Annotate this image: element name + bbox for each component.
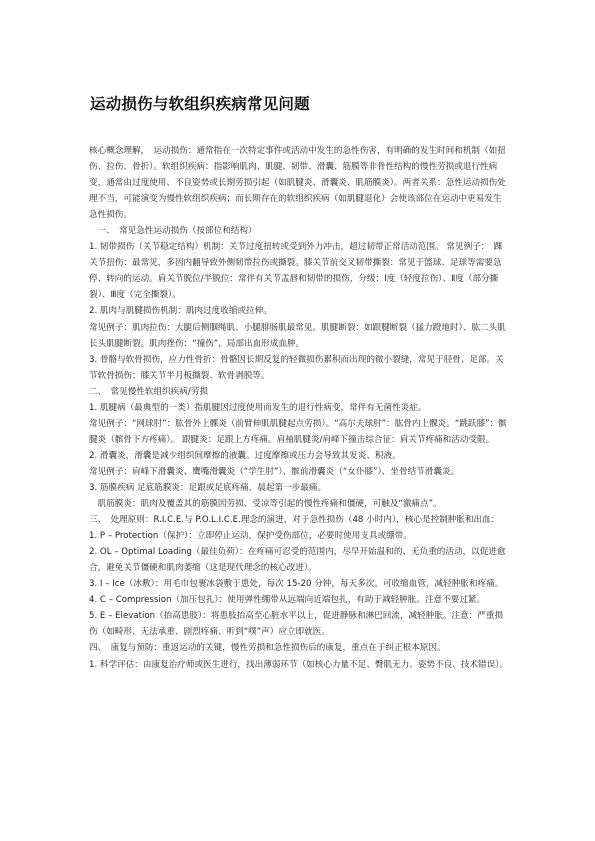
paragraph-myofascitis: 肌筋膜炎：肌肉及覆盖其的筋膜因劳损、受凉等引起的慢性疼痛和僵硬，可触及“激痛点”。 xyxy=(89,499,442,510)
section-heading-treatment-principles: 三、 处理原则：R.I.C.E.与 P.O.L.I.C.E.理念的演进，对于急性损伤（48 小时内），核心是控制肿胀和出血： xyxy=(89,515,500,526)
paragraph-ligament-injury: 1. 韧带损伤（关节稳定结构）机制：关节过度扭转或受到外力冲击，超过韧带正常活动范围。 常见例子： 踝关节扭伤：最常见，多因内翻导致外侧韧带拉伤或撕裂。膝关节前交叉韧带撕裂：常见于篮球、足球等需要急停、转向的运动。肩关节脱位/半脱位：常伴有关节盂唇和韧带的损伤，分级：Ⅰ度（轻度拉伤）、Ⅱ度（部分撕裂）、Ⅲ度（完全撕裂）。 xyxy=(89,242,503,301)
document-body xyxy=(89,143,509,673)
paragraph-ice: 3. I – Ice（冰敷）：用毛巾包裹冰袋敷于患处，每次 15-20 分钟，每天多次。可收缩血管，减轻肿胀和疼痛。 xyxy=(89,579,504,590)
paragraph-bone-cartilage: 3. 骨骼与软骨损伤，应力性骨折：骨骼因长期反复的轻微损伤累积而出现的微小裂缝，常见于胫骨、足部。关节软骨损伤：膝关节半月板撕裂、软骨剥脱等。 xyxy=(89,354,504,381)
document-title: 运动损伤与软组织疾病常见问题 xyxy=(90,95,310,113)
section-heading-acute-injuries: 一、 常见急性运动损伤（按部位和结构） xyxy=(89,226,257,237)
paragraph-tendinopathy: 1. 肌腱病（最典型的一类）指肌腱因过度使用而发生的退行性病变，常伴有无菌性炎症。 xyxy=(89,402,427,413)
paragraph-assessment: 1. 科学评估：由康复治疗师或医生进行，找出薄弱环节（如核心力量不足、臀肌无力、姿势不良、技术错误）。 xyxy=(89,659,509,670)
paragraph-fascia-disorders: 3. 筋膜疾病 足底筋膜炎：足跟或足底疼痛，晨起第一步最痛。 xyxy=(89,482,327,493)
paragraph-muscle-tendon-mechanism: 2. 肌肉与肌腱损伤机制：肌肉过度收缩或拉伸。 xyxy=(89,306,272,317)
section-heading-rehab-prevention: 四、 康复与预防：重返运动的关键，慢性劳损和急性损伤后的康复，重点在于纠正根本原因。 xyxy=(89,643,446,654)
paragraph-muscle-tendon-examples: 常见例子：肌肉拉伤：大腿后侧腘绳肌、小腿腓肠肌最常见。肌腱断裂：如跟腱断裂（猛力蹬地时）、肱二头肌长头肌腱断裂。肌肉挫伤：“撞伤”，局部出血形成血肿。 xyxy=(89,322,506,349)
paragraph-compression: 4. C – Compression（加压包扎）：使用弹性绷带从远端向近端包扎，有助于减轻肿胀。注意不要过紧。 xyxy=(89,595,486,606)
paragraph-tendinopathy-examples: 常见例子：“网球肘”：肱骨外上髁炎（前臂伸肌肌腱起点劳损）。“高尔夫球肘”：肱骨内上髁炎。“跳跃膝”：髌腱炎（髌骨下方疼痛）。 跟腱炎：足跟上方疼痛。肩袖肌腱炎/肩峰下撞击综合征：肩关节疼痛和活动受限。 xyxy=(89,418,507,445)
paragraph-bursitis-examples: 常见例子：肩峰下滑囊炎、鹰嘴滑囊炎（“学生肘”）、髌前滑囊炎（“女仆膝”）、坐骨结节滑囊炎。 xyxy=(89,466,460,477)
paragraph-protection: 1. P – Protection（保护）：立即停止运动，保护受伤部位，必要时使用支具或绷带。 xyxy=(89,531,412,542)
paragraph-elevation: 5. E – Elevation（抬高患肢）：将患肢抬高至心脏水平以上，促进静脉和淋巴回流，减轻肿胀。注意：严重损伤（如畸形、无法承重、剧烈疼痛、听到“噗”声）应立即就医。 xyxy=(89,611,504,638)
paragraph-core-concepts: 核心概念理解， 运动损伤：通常指在一次特定事件或活动中发生的急性伤害，有明确的发生时间和机制（如扭伤、拉伤、骨折）。软组织疾病：指影响肌肉、肌腱、韧带、滑囊、筋膜等非骨性结构的慢性劳损或退行性病变，通常由过度使用、不良姿势或长期劳损引起（如肌腱炎、滑囊炎、肌筋膜炎）。两者关系：急性运动损伤处理不当，可能演变为慢性软组织疾病；而长期存在的软组织疾病（如肌腱退化）会使该部位在运动中更易发生急性损伤。 xyxy=(89,146,506,221)
section-heading-chronic-disorders: 二、 常见慢性软组织疾病/劳损 xyxy=(89,386,208,397)
paragraph-optimal-loading: 2. OL – Optimal Loading（最佳负荷）：在疼痛可忍受的范围内，尽早开始温和的、无负重的活动，以促进愈合，避免关节僵硬和肌肉萎缩（这是现代理念的核心改进）。 xyxy=(89,547,506,574)
paragraph-bursitis: 2. 滑囊炎，滑囊是减少组织间摩擦的液囊。过度摩擦或压力会导致其发炎、积液。 xyxy=(89,450,401,461)
